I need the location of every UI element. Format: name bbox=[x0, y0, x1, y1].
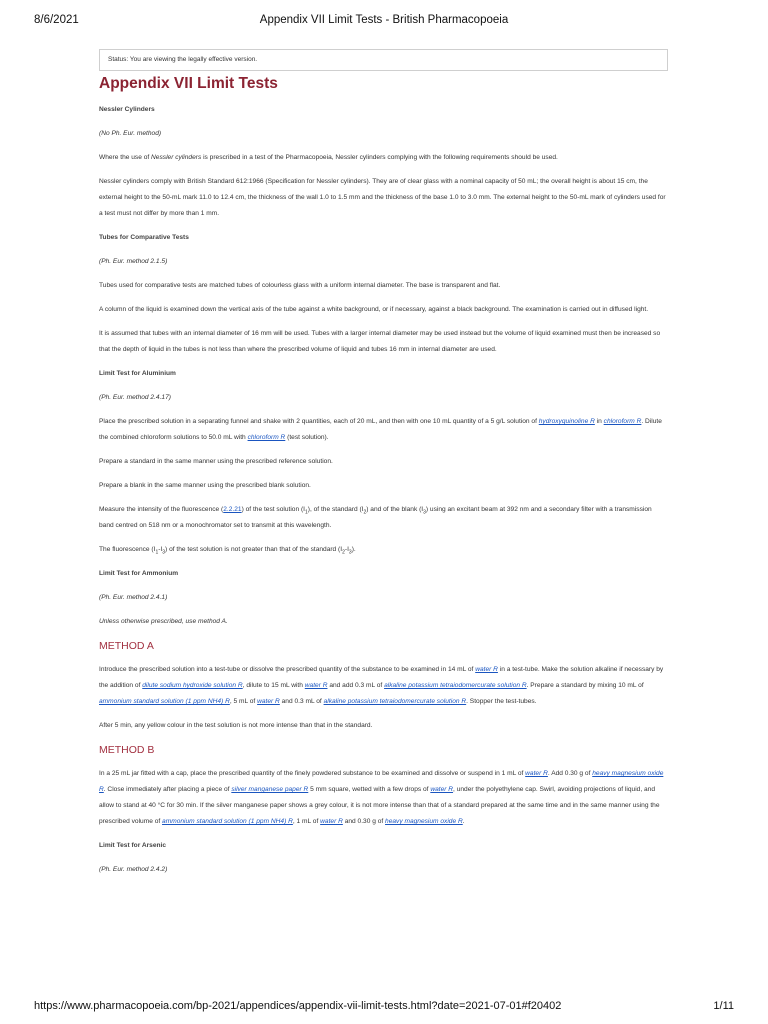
paragraph: Prepare a blank in the same manner using the prescribed blank solution. bbox=[99, 482, 311, 489]
method-reference: (Ph. Eur. method 2.4.2) bbox=[99, 866, 168, 873]
print-document-title: Appendix VII Limit Tests - British Pharmacopoeia bbox=[259, 14, 509, 26]
reagent-link[interactable]: ammonium standard solution (1 ppm NH4) R bbox=[162, 818, 293, 825]
article-content bbox=[99, 49, 668, 886]
reagent-link[interactable]: dilute sodium hydroxide solution R bbox=[142, 682, 243, 689]
print-date: 8/6/2021 bbox=[34, 14, 79, 26]
paragraph: Measure the intensity of the fluorescence (2.2.21) of the test solution $(I_1)$, of the standard $(I_2)$ and of the blank $(I_3)$ using an excitant beam at 392 nm and a secondary filter with a transmission band centred on 518 nm or a monochromator set to transmit at this wavelength. bbox=[99, 506, 652, 529]
method-reference: (Ph. Eur. method 2.1.5) bbox=[99, 258, 168, 265]
section-heading-arsenic: Limit Test for Arsenic bbox=[99, 842, 167, 849]
paragraph: Prepare a standard in the same manner using the prescribed reference solution. bbox=[99, 458, 333, 465]
print-header bbox=[34, 14, 734, 30]
reagent-link[interactable]: water R bbox=[430, 786, 454, 793]
reagent-link[interactable]: heavy magnesium oxide R bbox=[385, 818, 463, 825]
reagent-link[interactable]: water R bbox=[475, 666, 498, 673]
method-note: Unless otherwise prescribed, use method A. bbox=[99, 618, 228, 625]
method-reference: (No Ph. Eur. method) bbox=[99, 130, 162, 137]
page-title: Appendix VII Limit Tests bbox=[99, 75, 278, 92]
status-banner: Status: You are viewing the legally effective version. bbox=[99, 49, 668, 71]
paragraph: In a 25 mL jar fitted with a cap, place the prescribed quantity of the finely powdered substance to be examined and dissolve or suspend in 1 mL of water R. Add 0.30 g of heavy magnesium oxide R. Close immediately after placing a piece of silver manganese paper R 5 mm square, wetted with a few drops of water R, under the polyethylene cap. Swirl, avoiding projections of liquid, and allow to stand at 40 °C for 30 min. If the silver manganese paper shows a grey colour, it is not more intense than that of a standard prepared at the same time and in the same manner using the prescribed volume of ammonium standard solution (1 ppm NH4) R, 1 mL of water R and 0.30 g of heavy magnesium oxide R. bbox=[99, 770, 664, 825]
section-heading-tubes: Tubes for Comparative Tests bbox=[99, 234, 189, 241]
reagent-link[interactable]: heavy magnesium oxide R bbox=[99, 770, 664, 793]
reagent-link[interactable]: water R bbox=[525, 770, 548, 777]
method-b-heading: METHOD B bbox=[99, 744, 155, 756]
method-a-heading: METHOD A bbox=[99, 640, 154, 652]
reagent-link[interactable]: chloroform R bbox=[247, 434, 286, 441]
reagent-link[interactable]: hydroxyquinoline R bbox=[538, 418, 595, 425]
method-reference: (Ph. Eur. method 2.4.1) bbox=[99, 594, 168, 601]
paragraph: A column of the liquid is examined down the vertical axis of the tube against a white background, or if necessary, against a black background. The examination is carried out in diffused light. bbox=[99, 306, 649, 313]
reagent-link[interactable]: alkaline potassium tetraiodomercurate solution R bbox=[384, 682, 527, 689]
method-reference: (Ph. Eur. method 2.4.17) bbox=[99, 394, 171, 401]
section-heading-nessler: Nessler Cylinders bbox=[99, 106, 155, 113]
reagent-link[interactable]: water R bbox=[257, 698, 280, 705]
reagent-link[interactable]: ammonium standard solution (1 ppm NH4) R bbox=[99, 698, 230, 705]
paragraph: Nessler cylinders comply with British Standard 612:1966 (Specification for Nessler cylinders). They are of clear glass with a nominal capacity of 50 mL; the overall height is about 15 cm, the external height to the 50-mL mark 11.0 to 12.4 cm, the thickness of the wall 1.0 to 1.5 mm and the thickness of the base 1.0 to 3.0 mm. The external height to the 50-mL mark of cylinders used for a test must not differ by more than 1 mm. bbox=[99, 178, 666, 217]
paragraph: The fluorescence $(I_1-I_3)$ of the test solution is not greater than that of the standard $(I_2-I_3)$. bbox=[99, 546, 356, 556]
paragraph: Introduce the prescribed solution into a test-tube or dissolve the prescribed quantity of the substance to be examined in 14 mL of water R in a test-tube. Make the solution alkaline if necessary by the addition of dilute sodium hydroxide solution R, dilute to 15 mL with water R and add 0.3 mL of alkaline potassium tetraiodomercurate solution R. Prepare a standard by mixing 10 mL of ammonium standard solution (1 ppm NH4) R, 5 mL of water R and 0.3 mL of alkaline potassium tetraiodomercurate solution R. Stopper the test-tubes. bbox=[99, 666, 664, 705]
reagent-link[interactable]: chloroform R bbox=[603, 418, 642, 425]
method-crossref-link[interactable]: 2.2.21 bbox=[223, 506, 242, 513]
paragraph: It is assumed that tubes with an internal diameter of 16 mm will be used. Tubes with a larger internal diameter may be used instead but the volume of liquid examined must then be increased so that the depth of liquid in the tubes is not less than where the prescribed volume of liquid and tubes 16 mm in internal diameter are used. bbox=[99, 330, 661, 353]
print-url: https://www.pharmacopoeia.com/bp-2021/appendices/appendix-vii-limit-tests.html?date=2021-07-01#f20402 bbox=[34, 1000, 562, 1012]
paragraph: After 5 min, any yellow colour in the test solution is not more intense than that in the standard. bbox=[99, 722, 373, 729]
paragraph: Place the prescribed solution in a separating funnel and shake with 2 quantities, each of 20 mL, and then with one 10 mL quantity of a 5 g/L solution of hydroxyquinoline R in chloroform R. Dilute the combined chloroform solutions to 50.0 mL with chloroform R (test solution). bbox=[99, 418, 662, 441]
print-footer bbox=[34, 1000, 734, 1016]
reagent-link[interactable]: silver manganese paper R bbox=[231, 786, 309, 793]
paragraph: Where the use of Nessler cylinders is prescribed in a test of the Pharmacopoeia, Nessler cylinders complying with the following requirements should be used. bbox=[99, 154, 558, 161]
reagent-link[interactable]: water R bbox=[304, 682, 328, 689]
paragraph: Tubes used for comparative tests are matched tubes of colourless glass with a uniform internal diameter. The base is transparent and flat. bbox=[99, 282, 501, 289]
section-heading-aluminium: Limit Test for Aluminium bbox=[99, 370, 176, 377]
page-number: 1/11 bbox=[713, 1000, 734, 1012]
reagent-link[interactable]: alkaline potassium tetraiodomercurate solution R bbox=[323, 698, 467, 705]
section-heading-ammonium: Limit Test for Ammonium bbox=[99, 570, 179, 577]
reagent-link[interactable]: water R bbox=[320, 818, 343, 825]
